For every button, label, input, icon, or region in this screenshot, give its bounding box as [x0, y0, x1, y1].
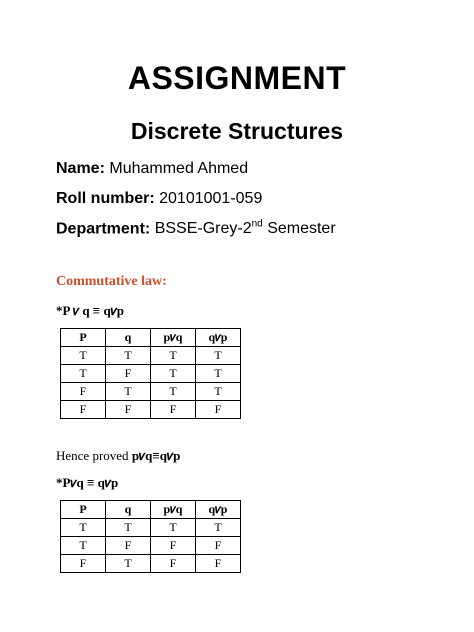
department-value-suffix: Semester — [267, 220, 336, 238]
table-cell: F — [196, 401, 241, 419]
table-header-cell: q𝑣p — [196, 501, 241, 519]
table-cell: T — [151, 347, 196, 365]
table-cell: T — [61, 347, 106, 365]
table-header-cell: q — [106, 329, 151, 347]
table-cell: T — [61, 519, 106, 537]
table-header-row — [61, 329, 241, 347]
table-cell: T — [151, 519, 196, 537]
table-header-row — [61, 501, 241, 519]
table-cell: T — [196, 347, 241, 365]
table-header-cell: P — [61, 329, 106, 347]
table-cell: T — [196, 519, 241, 537]
truth-table-2 — [60, 500, 241, 573]
table-header-cell: P — [61, 501, 106, 519]
statement-2: *P𝑣q ≡ q𝑣p — [56, 475, 119, 490]
roll-number-label: Roll number: — [56, 190, 155, 207]
table-cell: T — [196, 383, 241, 401]
table-header-cell: p𝑣q — [151, 329, 196, 347]
department-value-superscript: nd — [251, 219, 263, 230]
department-label: Department: — [56, 220, 151, 238]
table-cell: F — [196, 555, 241, 573]
name-label: Name: — [56, 160, 105, 177]
table-cell: F — [151, 537, 196, 555]
table-cell: F — [106, 537, 151, 555]
table-cell: T — [61, 365, 106, 383]
table-row — [61, 383, 241, 401]
table-row — [61, 347, 241, 365]
hence-proved-expression: p𝑣q≡q𝑣p — [131, 448, 181, 463]
truth-table-1 — [60, 328, 241, 419]
table-cell: F — [61, 555, 106, 573]
roll-number-value: 20101001-059 — [159, 190, 263, 207]
hence-proved-line — [56, 448, 180, 464]
document-subtitle: Discrete Structures — [130, 118, 344, 144]
table-row — [61, 555, 241, 573]
department-value-main: BSSE-Grey-2 — [154, 220, 252, 238]
table-cell: T — [106, 383, 151, 401]
table-row — [61, 519, 241, 537]
table-cell: T — [106, 555, 151, 573]
table-cell: T — [151, 365, 196, 383]
statement-1: *P 𝑣 q ≡ q𝑣p — [56, 303, 125, 318]
name-line — [56, 160, 248, 178]
department-value — [155, 220, 336, 237]
table-row — [61, 401, 241, 419]
table-cell: T — [106, 347, 151, 365]
table-cell: T — [151, 383, 196, 401]
hence-proved-text: Hence proved — [56, 448, 132, 463]
document-title: ASSIGNMENT — [127, 60, 347, 96]
table-row — [61, 365, 241, 383]
table-cell: F — [61, 383, 106, 401]
table-header-cell: q𝑣p — [196, 329, 241, 347]
table-cell: F — [196, 537, 241, 555]
table-cell: T — [196, 365, 241, 383]
name-value: Muhammed Ahmed — [109, 160, 249, 177]
department-line — [56, 219, 336, 238]
table-cell: F — [106, 401, 151, 419]
table-header-cell: p𝑣q — [151, 501, 196, 519]
table-cell: F — [106, 365, 151, 383]
table-row — [61, 537, 241, 555]
commutative-law-heading: Commutative law: — [56, 274, 167, 289]
table-cell: F — [61, 401, 106, 419]
table-header-cell: q — [106, 501, 151, 519]
roll-number-line — [56, 190, 262, 208]
table-cell: T — [61, 537, 106, 555]
table-cell: F — [151, 555, 196, 573]
table-cell: T — [106, 519, 151, 537]
table-cell: F — [151, 401, 196, 419]
